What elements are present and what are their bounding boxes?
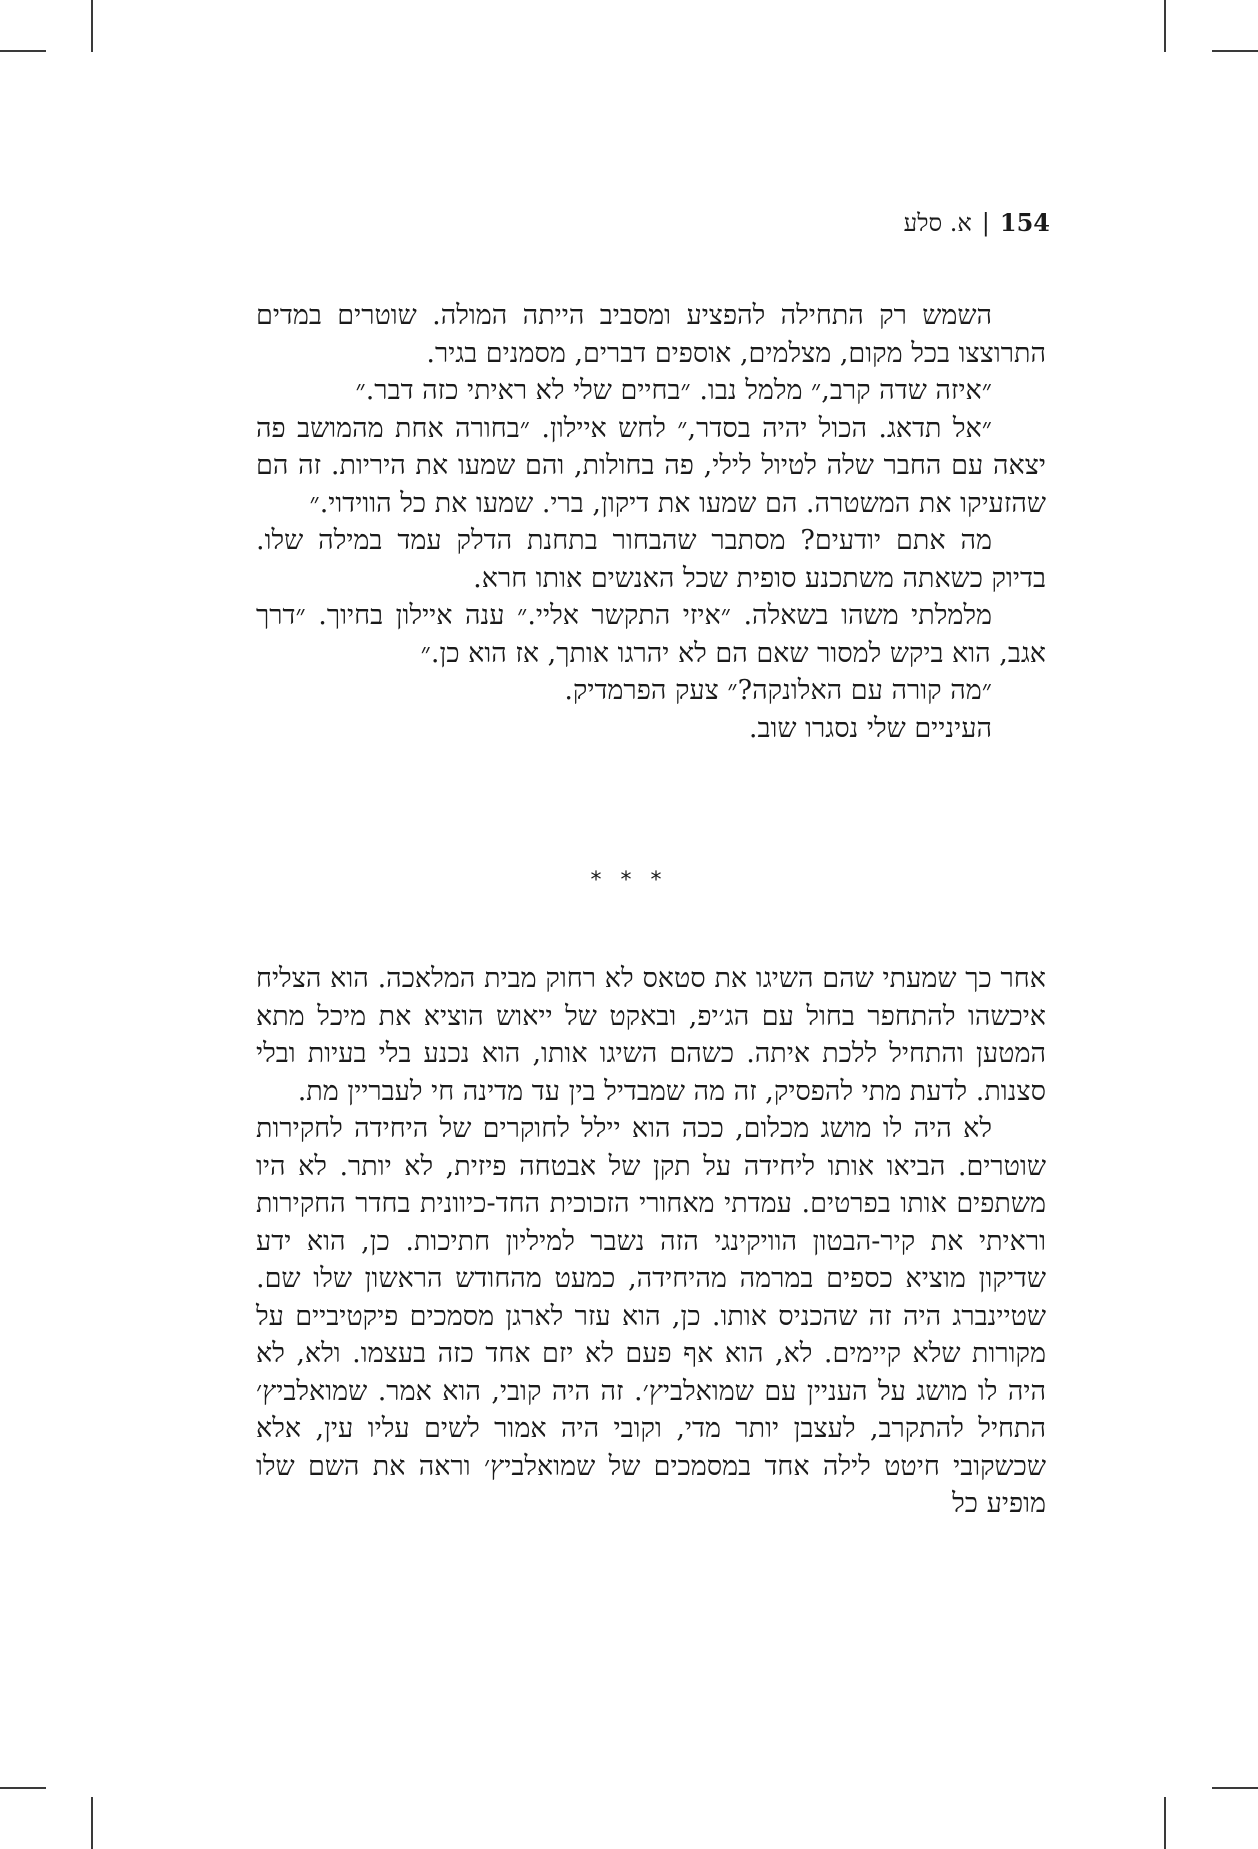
page-number: 154 <box>999 208 1050 237</box>
paragraph: ״איזה שדה קרב,״ מלמל נבו. ״בחיים שלי לא ראיתי כזה דבר.״ <box>355 375 992 406</box>
paragraph: מלמלתי משהו בשאלה. ״איזי התקשר אליי.״ ענה איילון בחיוך. ״דרך אגב, הוא ביקש למסור שאם הם לא יהרגו אותך, אז הוא כן.״ <box>256 600 1046 669</box>
crop-mark <box>1212 1787 1258 1789</box>
paragraph: השמש רק התחילה להפציע ומסביב הייתה המולה. שוטרים במדים התרוצצו בכל מקום, מצלמים, אוספים דברים, מסמנים בגיר. <box>256 300 1046 369</box>
crop-mark <box>0 1787 46 1789</box>
crop-mark <box>0 50 46 52</box>
paragraph: ״אל תדאג. הכול יהיה בסדר,״ לחש איילון. ״בחורה אחת מהמושב פה יצאה עם החבר שלה לטיול לילי, פה בחולות, והם שמעו את היריות. זה הם שהזעיקו את המשטרה. הם שמעו את דיקון, ברי. שמעו את כל הווידוי.״ <box>256 412 1046 519</box>
section-divider: * * * <box>590 868 668 893</box>
header-separator: | <box>981 209 990 237</box>
crop-mark <box>1164 0 1166 52</box>
paragraph: ״מה קורה עם האלונקה?״ צעק הפרמדיק. <box>564 675 992 706</box>
paragraph: מה אתם יודעים? מסתבר שהבחור בתחנת הדלק עמד במילה שלו. בדיוק כשאתה משתכנע סופית שכל האנשים אותו חרא. <box>256 525 1046 594</box>
paragraph: העיניים שלי נסגרו שוב. <box>748 712 992 744</box>
running-header <box>860 208 1050 238</box>
author-name: א. סלע <box>903 209 972 237</box>
paragraph: לא היה לו מושג מכלום, ככה הוא יילל לחוקרים של היחידה לחקירות שוטרים. הביאו אותו ליחידה על תקן של אבטחה פיזית, לא יותר. לא היו משתפים אותו בפרטים. עמדתי מאחורי הזכוכית החד-כיוונית בחדר החקירות וראיתי את קיר-הבטון הוויקינגי הזה נשבר למיליון חתיכות. כן, הוא ידע שדיקון מוציא כספים במרמה מהיחידה, כמעט מהחודש הראשון שלו שם. שטיינברג היה זה שהכניס אותו. כן, הוא עזר לארגן מסמכים פיקטיביים על מקורות שלא קיימים. לא, הוא אף פעם לא יזם אחד כזה בעצמו. ולא, לא היה לו מושג על העניין עם שמואלביץ׳. זה היה קובי, הוא אמר. שמואלביץ׳ התחיל להתקרב, לעצבן יותר מדי, וקובי היה אמור לשים עליו עין, אלא שכשקובי חיטט לילה אחד במסמכים של שמואלביץ׳ וראה את השם שלו מופיע כל <box>256 1113 1046 1519</box>
crop-mark <box>91 0 93 52</box>
crop-mark <box>1164 1797 1166 1849</box>
body-text-section-2 <box>256 960 1046 1523</box>
crop-mark <box>91 1797 93 1849</box>
paragraph: אחר כך שמעתי שהם השיגו את סטאס לא רחוק מבית המלאכה. הוא הצליח איכשהו להתחפר בחול עם הג׳יפ, ובאקט של ייאוש הוציא את מיכל מתא המטען והתחיל ללכת איתה. כשהם השיגו אותו, הוא נכנע בלי בעיות ובלי סצנות. לדעת מתי להפסיק, זה מה שמבדיל בין עד מדינה חי לעבריין מת. <box>256 963 1046 1107</box>
crop-mark <box>1212 50 1258 52</box>
body-text-section-1 <box>256 297 1046 747</box>
